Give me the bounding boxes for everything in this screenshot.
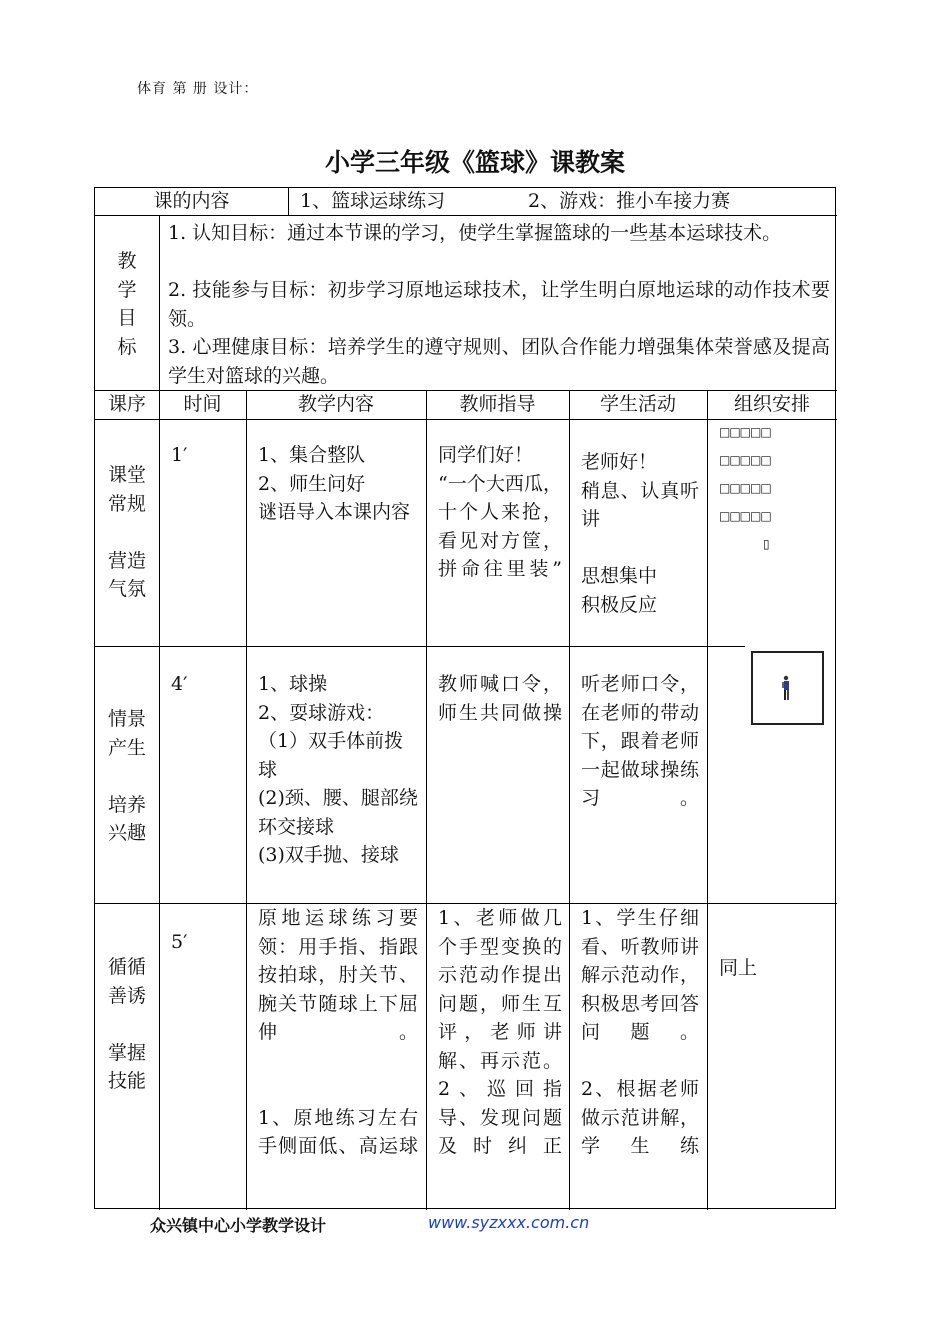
stage-cell: 课堂 常规 营造 气氛 [107,464,146,600]
student-cell: 1、学生仔细看、听教师讲解示范动作，积极思考回答问题。 2、根据老师做示范讲解，学生练 [581,907,699,1157]
col-header-time: 时间 [183,393,222,415]
row-divider [95,646,745,647]
page-header: 体育 第 册 设计： [137,81,259,97]
footer-school: 众兴镇中心小学教学设计 [150,1216,327,1235]
col-divider [159,215,160,1210]
content-item-2: 2、游戏：推小车接力赛 [528,190,731,212]
col-divider [707,390,708,1210]
col-header-teacher: 教师指导 [459,393,536,415]
organization-cell: □□□□□ □□□□□ □□□□□ □□□□□ ▯ [719,425,771,551]
organization-cell: 同上 [719,957,758,979]
col-header-student: 学生活动 [599,393,676,415]
person-icon [753,653,822,723]
footer-link[interactable]: www.syzxxx.com.cn [428,1213,590,1232]
col-divider [426,390,427,1210]
col-header-organization: 组织安排 [733,393,810,415]
teacher-cell: 同学们好！ “一个大西瓜，十个人来抢，看见对方筐，拼命往里装” [438,444,562,580]
content-cell: 原地运球练习要领：用手指、指跟按拍球，肘关节、腕关节随球上下屈伸。 1、原地练习左右手侧面低、高运球 [258,907,418,1157]
stage-cell: 情景 产生 培养 兴趣 [107,708,146,844]
col-divider [246,390,247,1210]
objective-2: 2. 技能参与目标：初步学习原地运球技术，让学生明白原地运球的动作技术要领。 [168,279,830,330]
stage-cell: 循循 善诱 掌握 技能 [107,956,146,1092]
teacher-cell: 1、老师做几个手型变换的示范动作提出问题，师生互评，老师讲解、再示范。 2、巡回指导、发现问题及时纠正 [438,907,562,1157]
teacher-cell: 教师喊口令，师生共同做操 [438,673,562,724]
col-divider [288,188,289,215]
time-cell: 1′ [171,444,188,466]
student-figure-image [751,651,824,725]
time-cell: 5′ [171,931,188,953]
col-header-content: 教学内容 [297,393,374,415]
col-header-order: 课序 [107,393,146,415]
content-item-1: 1、篮球运球练习 [300,190,446,212]
page-title: 小学三年级《篮球》课教案 [324,148,625,177]
content-cell: 1、集合整队 2、师生问好 谜语导入本课内容 [258,444,411,523]
student-cell: 听老师口令， 在老师的带动下，跟着老师一起做球操练习。 [581,673,699,809]
time-cell: 4′ [171,673,188,695]
content-label: 课的内容 [153,190,230,212]
objective-1: 1. 认知目标：通过本节课的学习，使学生掌握篮球的一些基本运球技术。 [168,222,782,244]
lesson-table [94,187,836,1209]
col-divider [569,390,570,1210]
objectives-label: 教 学 目 标 [117,250,137,358]
student-cell: 老师好！ 稍息、认真听讲 思想集中 积极反应 [581,451,699,616]
objective-3: 3. 心理健康目标：培养学生的遵守规则、团队合作能力增强集体荣誉感及提高学生对篮球的兴趣。 [168,336,830,387]
content-cell: 1、球操 2、耍球游戏： （1）双手体前拨球 (2)颈、腰、腿部绕环交接球 (3)双手抛、接球 [258,673,418,866]
